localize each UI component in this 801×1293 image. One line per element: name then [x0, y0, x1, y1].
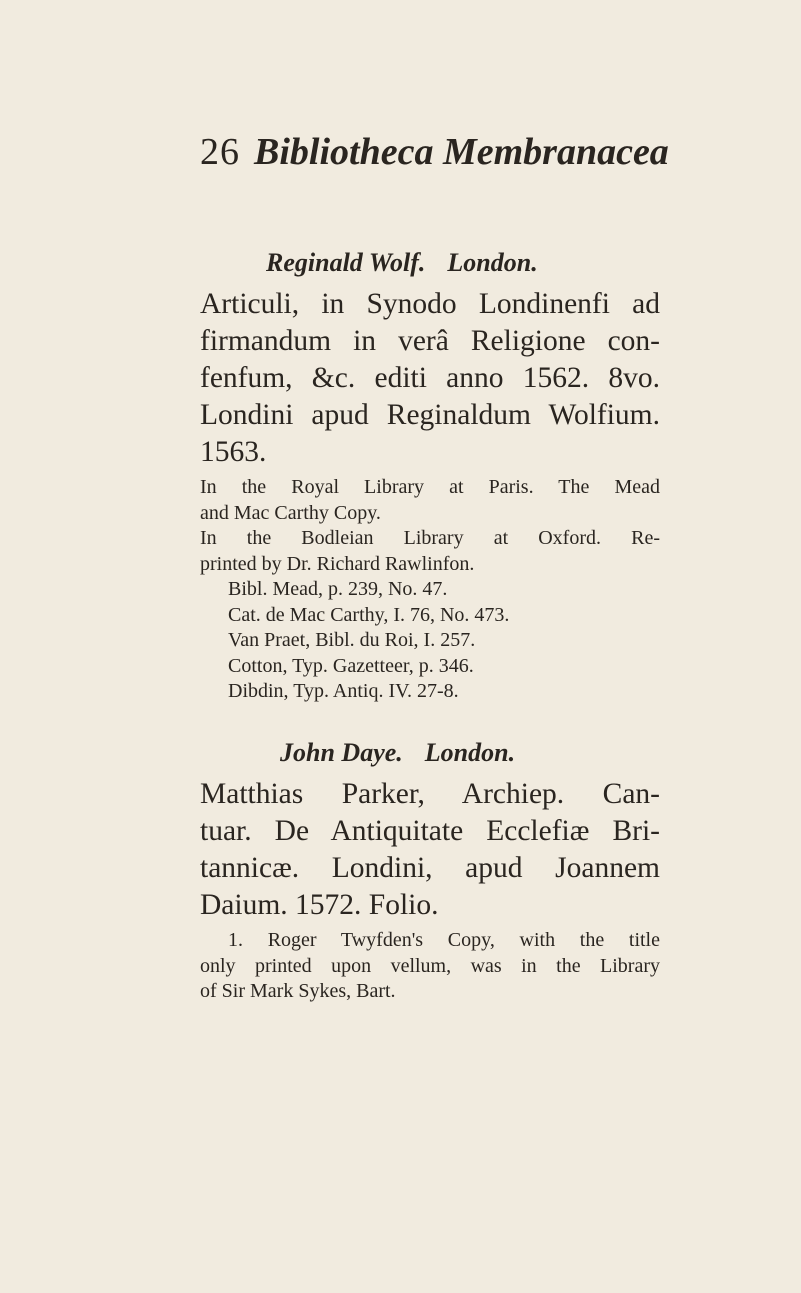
description-line: Matthias Parker, Archiep. Can- — [200, 778, 660, 810]
note-line: In the Royal Library at Paris. The Mead — [200, 476, 660, 498]
note-line: and Mac Carthy Copy. — [200, 501, 381, 524]
note-line: Bibl. Mead, p. 239, No. 47. — [228, 578, 448, 600]
note-line: Van Praet, Bibl. du Roi, I. 257. — [228, 629, 476, 651]
description-line: tuar. De Antiquitate Ecclefiæ Bri- — [200, 815, 660, 847]
note-line: printed by Dr. Richard Rawlinfon. — [200, 552, 475, 575]
printer-name: John Daye. — [280, 738, 403, 767]
catalogue-entry — [200, 736, 660, 1005]
entry-notes — [200, 475, 660, 705]
running-title: Bibliotheca Membranacea — [254, 131, 669, 173]
entry-notes — [200, 928, 660, 1005]
note-line: Dibdin, Typ. Antiq. IV. 27-8. — [228, 680, 459, 702]
description-line: Daium. 1572. Folio. — [200, 889, 439, 921]
printer-name: Reginald Wolf. — [266, 248, 426, 277]
description-line: firmandum in verâ Religione con- — [200, 325, 660, 357]
printer-place: London. — [447, 248, 538, 277]
description-line: Articuli, in Synodo Londinenfi ad — [200, 288, 660, 320]
printer-heading — [200, 246, 660, 280]
entry-description — [200, 286, 660, 471]
catalogue-entry — [200, 246, 660, 705]
description-line: tannicæ. Londini, apud Joannem — [200, 852, 660, 884]
note-line: In the Bodleian Library at Oxford. Re- — [200, 527, 660, 549]
page-number: 26 — [200, 131, 240, 173]
note-line: Cat. de Mac Carthy, I. 76, No. 473. — [228, 603, 510, 626]
printer-place: London. — [424, 738, 516, 767]
description-line: 1563. — [200, 436, 267, 468]
note-line: Cotton, Typ. Gazetteer, p. 346. — [228, 654, 474, 677]
note-line: only printed upon vellum, was in the Library — [200, 954, 660, 977]
printer-heading — [200, 736, 660, 770]
description-line: Londini apud Reginaldum Wolfium. — [200, 399, 660, 431]
entry-description — [200, 776, 660, 924]
running-head — [200, 128, 669, 176]
description-line: fenfum, &c. editi anno 1562. 8vo. — [200, 362, 660, 394]
note-line: of Sir Mark Sykes, Bart. — [200, 980, 396, 1002]
note-line: 1. Roger Twyfden's Copy, with the title — [228, 929, 660, 951]
